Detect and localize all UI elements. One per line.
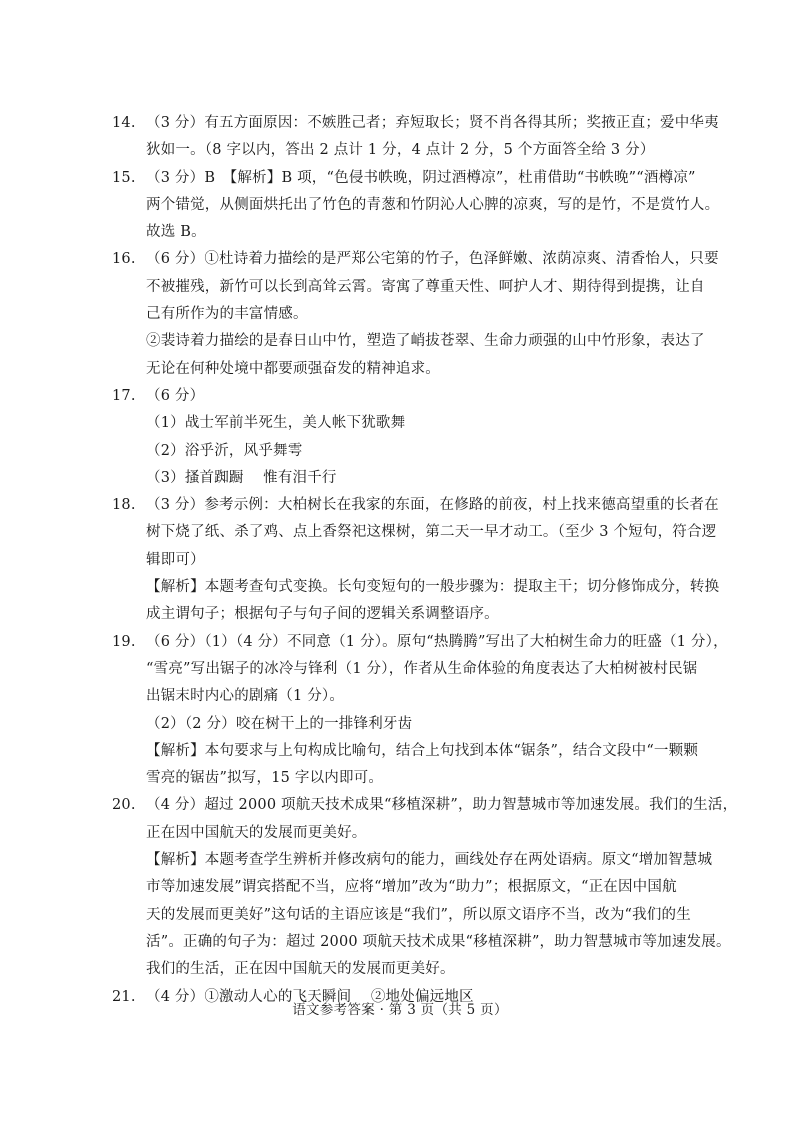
question-17 <box>112 383 696 492</box>
analysis-line: 活”。正确的句子为：超过 2000 项航天技术成果“移植深耕”，助力智慧城市等加速发展。 <box>146 933 731 950</box>
question-number: 15. <box>112 169 136 186</box>
answer-line: 辑即可） <box>146 551 205 568</box>
analysis-line: 我们的生活，正在因中国航天的发展而更美好。 <box>146 961 455 978</box>
question-14 <box>112 110 719 165</box>
question-15 <box>112 165 720 247</box>
answer-line: （3 分）B 【解析】B 项，“色侵书帙晚，阴过酒樽凉”，杜甫借助“书帙晚”“酒樽凉” <box>146 169 696 186</box>
answer-subitem: （3）搔首踟蹰 惟有泪千行 <box>146 469 337 486</box>
analysis-line: 天的发展而更美好”这句话的主语应该是“我们”，所以原文语序不当，改为“我们的生 <box>146 906 691 923</box>
question-number: 21. <box>112 988 136 1005</box>
answer-list <box>112 110 738 1011</box>
question-number: 19. <box>112 633 136 650</box>
answer-subitem: （2）浴乎沂，风乎舞雩 <box>146 442 303 459</box>
answer-line: （4 分）①激动人心的飞天瞬间 ②地处偏远地区 <box>146 988 474 1005</box>
answer-line: （6 分） <box>146 387 205 404</box>
answer-line: （2）（2 分）咬在树干上的一排锋利牙齿 <box>146 715 413 732</box>
question-20 <box>112 792 738 983</box>
analysis-line: 【解析】本题考查句式变换。长句变短句的一般步骤为：提取主干；切分修饰成分，转换 <box>146 579 720 596</box>
analysis-line: 成主谓句子；根据句子与句子间的逻辑关系调整语序。 <box>146 606 499 623</box>
analysis-line: 【解析】本句要求与上句构成比喻句，结合上句找到本体“锯条”，结合文段中“一颗颗 <box>146 742 699 759</box>
answer-line: 树下烧了纸、杀了鸡、点上香祭祀这棵树，第二天一早才动工。（至少 3 个短句，符合逻 <box>146 524 717 541</box>
analysis-line: 【解析】本题考查学生辨析并修改病句的能力，画线处存在两处语病。原文“增加智慧城 <box>146 852 713 869</box>
answer-line: “雪亮”写出锯子的冰冷与锋利（1 分），作者从生命体验的角度表达了大柏树被村民锯 <box>146 660 698 677</box>
answer-line: （3 分）参考示例：大柏树长在我家的东面，在修路的前夜，村上找来德高望重的长者在 <box>146 497 719 514</box>
answer-subitem: （1）战士军前半死生，美人帐下犹歌舞 <box>146 415 406 432</box>
answer-line: 不被摧残，新竹可以长到高耸云霄。寄寓了尊重天性、呵护人才、期待得到提携，让自 <box>146 278 705 295</box>
page-footer: 语文参考答案 · 第 3 页（共 5 页） <box>292 1002 508 1018</box>
answer-line: ②裴诗着力描绘的是春日山中竹，塑造了峭拔苍翠、生命力顽强的山中竹形象，表达了 <box>146 333 705 350</box>
question-16 <box>112 246 719 382</box>
answer-line: （6 分）（1）（4 分）不同意（1 分）。原句“热腾腾”写出了大柏树生命力的旺盛（1 分）， <box>146 633 728 650</box>
answer-line: 出锯末时内心的剧痛（1 分）。 <box>146 688 345 705</box>
analysis-line: 市等加速发展”谓宾搭配不当，应将“增加”改为“助力”；根据原文，“正在因中国航 <box>146 879 677 896</box>
question-number: 14. <box>112 115 136 131</box>
analysis-line: 雪亮的锯齿”拟写，15 字以内即可。 <box>146 770 384 787</box>
question-19 <box>112 629 728 793</box>
answer-line: （4 分）超过 2000 项航天技术成果“移植深耕”，助力智慧城市等加速发展。我们的生活， <box>146 797 738 814</box>
answer-line: 故选 B。 <box>146 224 206 241</box>
question-number: 16. <box>112 251 136 268</box>
answer-line: （6 分）①杜诗着力描绘的是严郑公宅第的竹子，色泽鲜嫩、浓荫凉爽、清香怡人，只要 <box>146 251 719 268</box>
question-number: 20. <box>112 797 136 814</box>
answer-line: 两个错觉，从侧面烘托出了竹色的青葱和竹阴沁人心脾的凉爽，写的是竹，不是赏竹人。 <box>146 196 720 213</box>
answer-line: 狄如一。（8 字以内，答出 2 点计 1 分，4 点计 2 分，5 个方面答全给 3 分） <box>146 142 655 159</box>
question-18 <box>112 492 720 628</box>
answer-line: 无论在何种处境中都要顽强奋发的精神追求。 <box>146 360 440 377</box>
question-number: 17. <box>112 387 136 404</box>
question-number: 18. <box>112 497 136 514</box>
answer-line: 己有所作为的丰富情感。 <box>146 306 308 323</box>
answer-line: 正在因中国航天的发展而更美好。 <box>146 824 367 841</box>
answer-line: （3 分）有五方面原因：不嫉胜己者；弃短取长；贤不肖各得其所；奖掖正直；爱中华夷 <box>146 115 719 131</box>
